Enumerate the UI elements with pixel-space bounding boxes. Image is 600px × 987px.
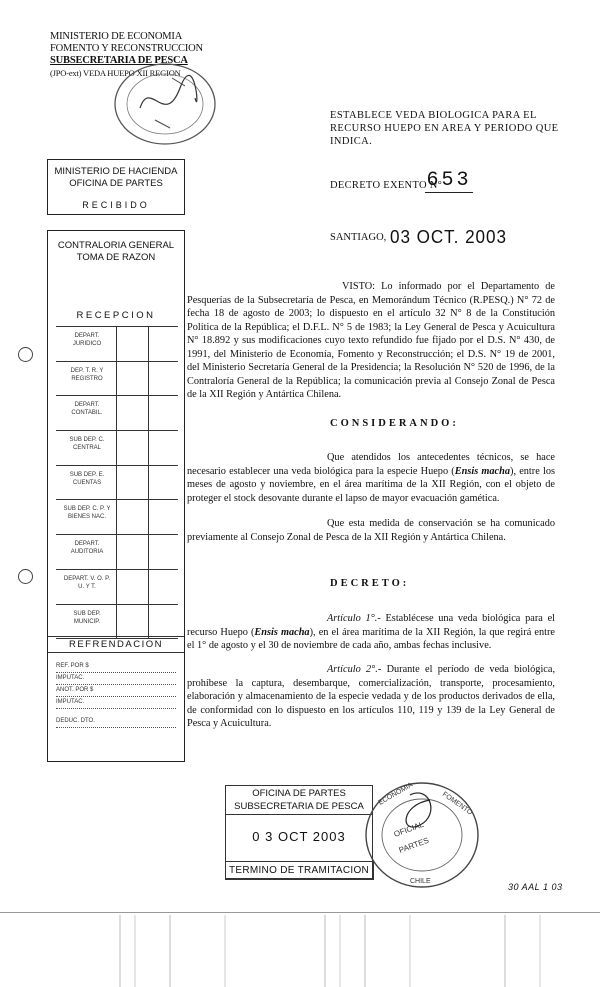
hacienda-line-1: MINISTERIO DE HACIENDA xyxy=(54,166,178,177)
stamp-termino: TERMINO DE TRAMITACION xyxy=(225,861,374,880)
refrendacion-line: REF. POR $ xyxy=(56,661,176,673)
routing-row xyxy=(56,499,178,534)
routing-label: DEPART. AUDITORIA xyxy=(70,541,104,556)
page-bottom-edge xyxy=(0,912,600,913)
decree-subject: ESTABLECE VEDA BIOLOGICA PARA EL RECURSO HUEPO EN AREA Y PERIODO QUE INDICA. xyxy=(330,110,559,147)
decree-date: 03 OCT. 2003 xyxy=(390,227,507,247)
svg-text:OFICIAL: OFICIAL xyxy=(392,819,425,839)
routing-row xyxy=(56,361,178,396)
article-1-lead: Artículo 1°.- xyxy=(327,613,381,624)
considerando-1 xyxy=(187,451,555,505)
article-2-text: Durante el período de veda biológica, prohíbese la captura, desembarque, comercialización, transporte, procesamiento, elaboración y almacenamiento de la especie vedada y de los productos derivados de ella, de conformidad con lo dispuesto en los artículos 110, 119 y 139 de la Ley General de Pesca y Acuicultura. xyxy=(187,664,556,729)
routing-label: DEPART. JURIDICO xyxy=(72,333,102,347)
contraloria-box xyxy=(47,230,185,762)
routing-label: SUB DEP. E. CUENTAS xyxy=(69,471,105,486)
refrendacion-lines xyxy=(56,661,176,728)
species-name: Ensis macha xyxy=(454,465,511,477)
binder-hole-icon xyxy=(18,347,33,362)
visto-paragraph xyxy=(187,280,555,402)
contraloria-line-1: CONTRALORIA GENERAL xyxy=(57,240,175,251)
refrendacion-line: ANOT. POR $ xyxy=(56,685,176,697)
considerando-heading: CONSIDERANDO: xyxy=(330,418,459,429)
routing-row xyxy=(56,465,178,500)
refrendacion-line: IMPUTAC. xyxy=(56,697,176,709)
decree-number: 653 xyxy=(426,169,472,192)
article-1-text-b: ), en el área marítima de la XII Región, la que regirá entre el 1° de agosto y el 30 de noviembre de cada año, ambas fechas inclusive. xyxy=(187,626,555,651)
considerando-1-text-b: ), entre los meses de agosto y noviembre, en el área marítima de la XII Región, con el objeto de proteger el stock desovante durante el lapso de mayor evacuación gamética. xyxy=(187,465,556,504)
routing-row xyxy=(56,569,178,604)
routing-row xyxy=(56,395,178,430)
binder-hole-icon xyxy=(18,569,33,584)
routing-row xyxy=(56,534,178,569)
ministry-line-1: MINISTERIO DE ECONOMIA xyxy=(50,31,183,42)
article-1 xyxy=(187,612,555,653)
decree-place: SANTIAGO, xyxy=(330,232,387,243)
refrendacion-line: IMPUTAC. xyxy=(56,673,176,685)
handwritten-note: 30 AAL 1 03 xyxy=(508,882,563,892)
considerando-2-text: Que esta medida de conservación se ha comunicado previamente al Consejo Zonal de Pesca de la XII Región y Antártica Chilena. xyxy=(187,518,555,543)
ministry-line-4: (JPO-ext) VEDA HUEPO XII REGION xyxy=(50,68,181,78)
ministry-line-2: FOMENTO Y RECONSTRUCCION xyxy=(50,43,203,54)
species-name: Ensis macha xyxy=(254,626,310,638)
considerando-2 xyxy=(187,517,555,544)
svg-text:FOMENTO: FOMENTO xyxy=(440,790,474,817)
contraloria-line-2: TOMA DE RAZON xyxy=(76,252,156,263)
routing-table xyxy=(56,326,178,639)
routing-label: DEPART. V. O. P. U. Y T. xyxy=(63,575,111,590)
considerando-1-text: Que atendidos los antecedentes técnicos, se hace necesario establecer una veda biológica para la especie Huepo ( xyxy=(187,452,555,477)
ministry-line-3: SUBSECRETARIA DE PESCA xyxy=(50,55,188,66)
ministry-seal xyxy=(110,58,220,150)
decree-number-label: DECRETO EXENTO N° xyxy=(330,180,443,191)
hacienda-recibido: RECIBIDO xyxy=(82,200,150,210)
routing-row xyxy=(56,604,178,640)
article-1-text: Establécese una veda biológica para el recurso Huepo ( xyxy=(187,613,556,638)
hacienda-line-2: OFICINA DE PARTES xyxy=(69,178,163,189)
oficial-partes-round-stamp xyxy=(360,775,490,895)
svg-text:ECONOMIA: ECONOMIA xyxy=(377,781,415,807)
routing-label: SUB DEP. MUNICIP. xyxy=(73,610,101,625)
decreto-heading: DECRETO: xyxy=(330,578,410,589)
routing-row xyxy=(56,326,178,361)
stamp-line-1: OFICINA DE PARTES xyxy=(252,788,346,799)
refrendacion-line: DEDUC. DTO. xyxy=(56,716,176,728)
visto-lead: VISTO: xyxy=(342,281,375,292)
svg-text:PARTES: PARTES xyxy=(397,835,431,855)
contraloria-recepcion: RECEPCION xyxy=(76,310,156,321)
routing-label: SUB DEP. C. P. Y BIENES NAC. xyxy=(63,506,111,521)
hacienda-received-box xyxy=(47,159,185,215)
routing-row xyxy=(56,430,178,465)
stamp-date: 0 3 OCT 2003 xyxy=(252,829,346,844)
routing-label: DEPART. CONTABIL. xyxy=(71,402,103,417)
scan-artifacts xyxy=(0,915,600,987)
routing-label: SUB DEP. C. CENTRAL xyxy=(69,437,105,452)
routing-label: DEP. T. R. Y REGISTRO xyxy=(70,367,104,382)
stamp-line-2: SUBSECRETARIA DE PESCA xyxy=(226,801,372,815)
visto-text: Lo informado por el Departamento de Pesquerías de la Subsecretaría de Pesca, en Memorándum Técnico (R.PESQ.) N° 72 de fecha 18 de agosto de 2003; lo dispuesto en el artículo 32 N° 8 de la Constitución Política de la República; el D.F.L. N° 5 de 1983; la Ley General de Pesca y Acuicultura N° 18.892 y sus modificaciones cuyo texto refundido fue fijado por el D.S. N° 430, de 1991, del Ministerio de Economía, Fomento y Reconstrucción; el D.S. N° 19 de 2001, del Ministerio Secretaría General de la Presidencia; la Resolución N° 520 de 1996, de la Contraloría General de la República; la comunicación previa al Consejo Zonal de Pesca de la XII Región y Antártica Chilena. xyxy=(187,281,555,400)
refrendacion-title: REFRENDACION xyxy=(48,636,184,653)
article-2 xyxy=(187,663,555,731)
article-2-lead: Artículo 2°.- xyxy=(327,664,382,675)
oficina-partes-stamp xyxy=(225,785,373,879)
svg-text:CHILE: CHILE xyxy=(410,878,431,885)
